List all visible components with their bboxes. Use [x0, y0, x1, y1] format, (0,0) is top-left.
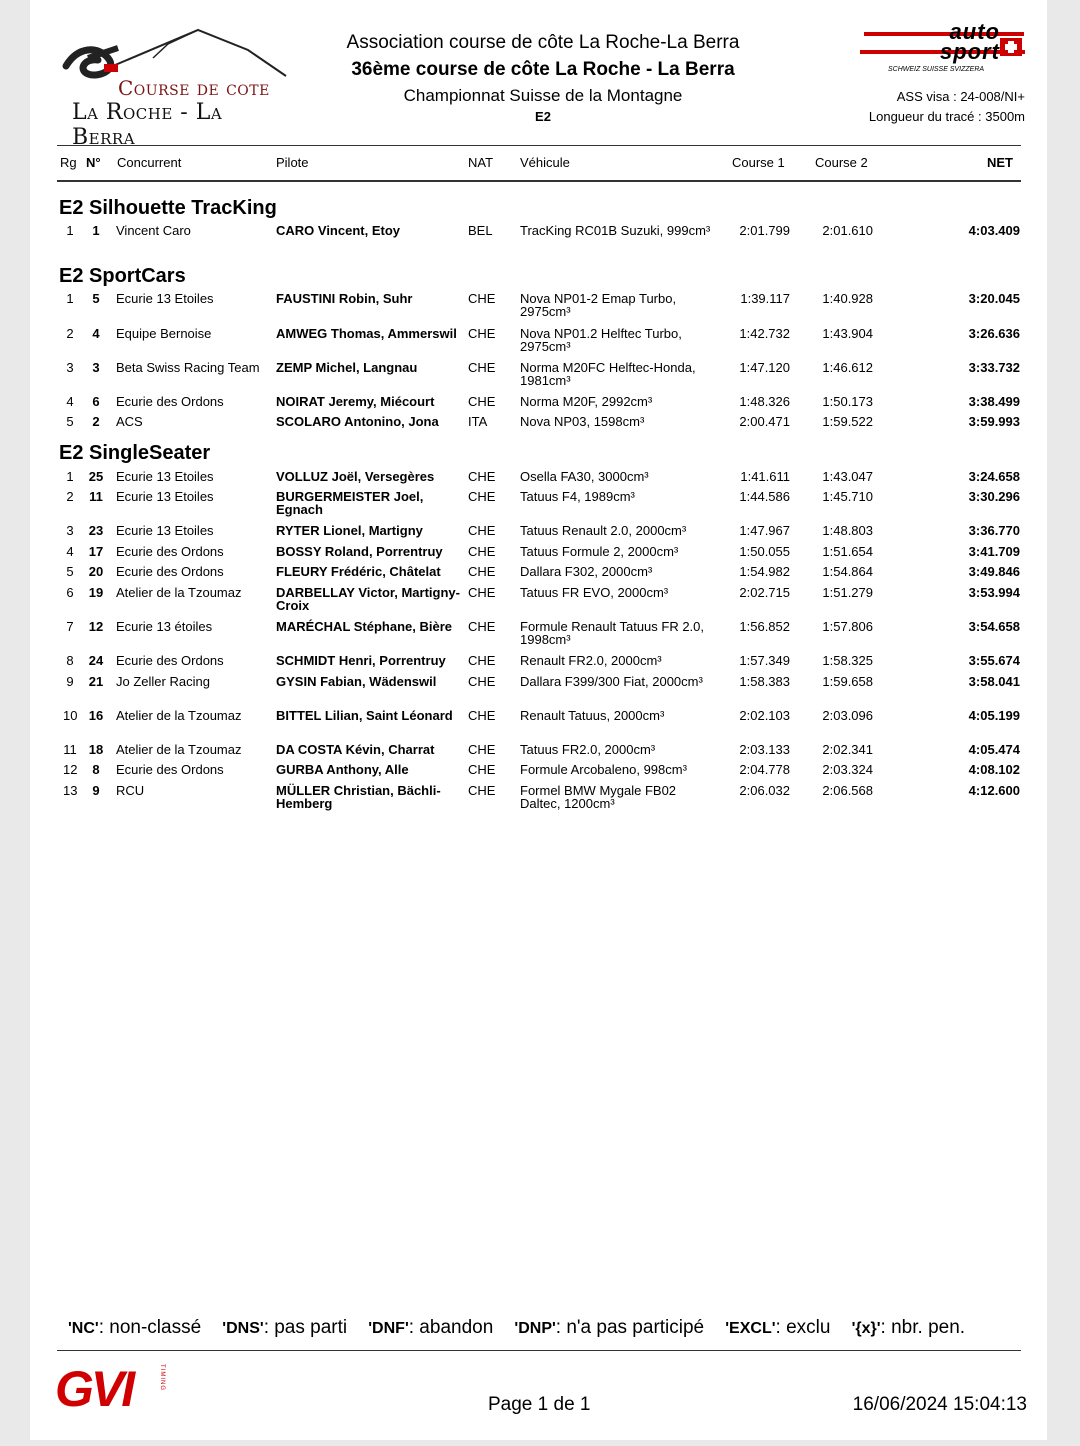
- cell-rg: 9: [66, 674, 74, 689]
- legend-item: 'NC': non-classé: [68, 1317, 202, 1338]
- cell-net: 3:30.296: [968, 489, 1020, 504]
- cell-vehicule: Norma M20FC Helftec-Honda, 1981cm³: [520, 360, 696, 388]
- cell-nat: CHE: [468, 653, 496, 668]
- cell-net: 3:55.674: [968, 653, 1020, 668]
- cell-net: 3:24.658: [968, 469, 1020, 484]
- cell-no: 3: [92, 360, 100, 375]
- cell-rg: 11: [63, 742, 77, 757]
- cell-rg: 1: [66, 223, 74, 238]
- group-title: E2 SingleSeater: [59, 442, 211, 464]
- cell-course1: 1:56.852: [739, 619, 790, 634]
- cell-rg: 2: [66, 326, 74, 341]
- cell-pilote: NOIRAT Jeremy, Miécourt: [276, 394, 435, 409]
- cell-pilote: RYTER Lionel, Martigny: [276, 523, 423, 538]
- legend-item: 'EXCL': exclu: [725, 1317, 831, 1338]
- cell-concurrent: Beta Swiss Racing Team: [116, 360, 260, 375]
- cell-nat: CHE: [468, 762, 496, 777]
- logo-line-2: La Roche - La Berra: [72, 100, 223, 150]
- cell-vehicule: Formule Renault Tatuus FR 2.0, 1998cm³: [520, 619, 705, 647]
- ass-visa: ASS visa : 24-008/NI+: [896, 89, 1025, 104]
- cell-rg: 4: [66, 394, 74, 409]
- cell-concurrent: ACS: [116, 414, 143, 429]
- cell-course2: 1:57.806: [822, 619, 873, 634]
- cell-no: 1: [92, 223, 100, 238]
- cell-vehicule: Tatuus FR EVO, 2000cm³: [520, 585, 669, 600]
- cell-vehicule: Dallara F302, 2000cm³: [520, 564, 653, 579]
- cell-concurrent: Ecurie des Ordons: [116, 544, 224, 559]
- cell-concurrent: Ecurie 13 Etoiles: [116, 291, 214, 306]
- cell-course2: 1:58.325: [822, 653, 873, 668]
- cell-vehicule: Formule Arcobaleno, 998cm³: [520, 762, 687, 777]
- cell-rg: 2: [66, 489, 74, 504]
- group-title: E2 SportCars: [59, 265, 186, 287]
- cell-rg: 1: [66, 291, 74, 306]
- cell-no: 2: [92, 414, 100, 429]
- cell-concurrent: Atelier de la Tzoumaz: [116, 742, 242, 757]
- cell-concurrent: Ecurie 13 Etoiles: [116, 469, 214, 484]
- cell-rg: 4: [66, 544, 74, 559]
- cell-concurrent: RCU: [116, 783, 145, 798]
- cell-no: 16: [88, 708, 104, 723]
- col-no: N°: [86, 155, 101, 170]
- cell-course2: 1:46.612: [822, 360, 873, 375]
- cell-course2: 1:40.928: [822, 291, 873, 306]
- cell-course2: 1:43.904: [822, 326, 873, 341]
- cell-concurrent: Atelier de la Tzoumaz: [116, 585, 242, 600]
- cell-rg: 5: [66, 564, 74, 579]
- cell-net: 3:38.499: [968, 394, 1020, 409]
- cell-net: 3:58.041: [968, 674, 1020, 689]
- cell-pilote: DARBELLAY Victor, Martigny-Croix: [276, 585, 460, 613]
- cell-course1: 2:02.715: [739, 585, 790, 600]
- cell-net: 3:53.994: [968, 585, 1020, 600]
- page-number: Page 1 de 1: [488, 1394, 591, 1415]
- cell-nat: CHE: [468, 360, 496, 375]
- cell-concurrent: Ecurie 13 étoiles: [116, 619, 213, 634]
- cell-rg: 3: [66, 360, 74, 375]
- cell-course2: 1:43.047: [822, 469, 873, 484]
- cell-vehicule: Tatuus Formule 2, 2000cm³: [520, 544, 679, 559]
- legend-item: '{x}': nbr. pen.: [851, 1317, 966, 1338]
- cell-concurrent: Equipe Bernoise: [116, 326, 212, 341]
- cell-course1: 1:44.586: [739, 489, 790, 504]
- cell-nat: CHE: [468, 708, 496, 723]
- cell-course2: 1:48.803: [822, 523, 873, 538]
- cell-nat: CHE: [468, 469, 496, 484]
- auto-sport-subtitle: SCHWEIZ SUISSE SVIZZERA: [888, 66, 985, 73]
- cell-course2: 2:01.610: [822, 223, 873, 238]
- cell-no: 9: [92, 783, 100, 798]
- cell-course1: 1:57.349: [739, 653, 790, 668]
- cell-no: 25: [88, 469, 104, 484]
- col-concurrent: Concurrent: [117, 155, 182, 170]
- cell-pilote: SCHMIDT Henri, Porrentruy: [276, 653, 446, 668]
- cell-vehicule: TracKing RC01B Suzuki, 999cm³: [520, 223, 711, 238]
- cell-pilote: AMWEG Thomas, Ammerswil: [276, 326, 457, 341]
- cell-pilote: MARÉCHAL Stéphane, Bière: [276, 619, 453, 634]
- cell-no: 4: [92, 326, 100, 341]
- cell-course1: 1:54.982: [739, 564, 790, 579]
- cell-vehicule: Tatuus Renault 2.0, 2000cm³: [520, 523, 687, 538]
- cell-vehicule: Renault Tatuus, 2000cm³: [520, 708, 665, 723]
- association-title: Association course de côte La Roche-La Berra: [346, 32, 740, 53]
- cell-nat: CHE: [468, 783, 496, 798]
- cell-course2: 1:54.864: [822, 564, 873, 579]
- gvi-timing-text: TIMING: [159, 1364, 165, 1391]
- track-length: Longueur du tracé : 3500m: [868, 109, 1025, 124]
- cell-vehicule: Dallara F399/300 Fiat, 2000cm³: [520, 674, 703, 689]
- cell-concurrent: Ecurie 13 Etoiles: [116, 489, 214, 504]
- cell-net: 3:54.658: [968, 619, 1020, 634]
- cell-vehicule: Osella FA30, 3000cm³: [520, 469, 649, 484]
- auto-sport-title: auto sport: [940, 19, 1000, 64]
- cell-pilote: DA COSTA Kévin, Charrat: [276, 742, 435, 757]
- cell-pilote: FLEURY Frédéric, Châtelat: [276, 564, 441, 579]
- cell-pilote: CARO Vincent, Etoy: [276, 223, 401, 238]
- gvi-timing-logo: [55, 1362, 165, 1416]
- cell-concurrent: Atelier de la Tzoumaz: [116, 708, 242, 723]
- cell-course1: 2:04.778: [739, 762, 790, 777]
- cell-nat: CHE: [468, 291, 496, 306]
- cell-no: 19: [88, 585, 104, 600]
- cell-nat: CHE: [468, 564, 496, 579]
- cell-pilote: ZEMP Michel, Langnau: [276, 360, 418, 375]
- cell-course2: 1:50.173: [822, 394, 873, 409]
- col-course1: Course 1: [732, 155, 785, 170]
- cell-net: 3:59.993: [968, 414, 1020, 429]
- logo-line-1: Course de cote: [118, 76, 270, 100]
- cell-vehicule: Renault FR2.0, 2000cm³: [520, 653, 662, 668]
- col-pilote: Pilote: [276, 155, 309, 170]
- cell-pilote: FAUSTINI Robin, Suhr: [276, 291, 413, 306]
- cell-concurrent: Ecurie des Ordons: [116, 653, 224, 668]
- cell-concurrent: Vincent Caro: [116, 223, 191, 238]
- cell-course1: 2:06.032: [739, 783, 790, 798]
- cell-vehicule: Tatuus FR2.0, 2000cm³: [520, 742, 656, 757]
- cell-vehicule: Nova NP03, 1598cm³: [520, 414, 645, 429]
- cell-pilote: SCOLARO Antonino, Jona: [276, 414, 439, 429]
- cell-nat: CHE: [468, 674, 496, 689]
- cell-no: 8: [92, 762, 100, 777]
- cell-concurrent: Ecurie des Ordons: [116, 564, 224, 579]
- cell-no: 23: [88, 523, 104, 538]
- cell-course2: 2:03.096: [822, 708, 873, 723]
- auto-sport-logo: [850, 20, 1035, 80]
- print-timestamp: 16/06/2024 15:04:13: [852, 1394, 1027, 1415]
- legend-item: 'DNP': n'a pas participé: [514, 1317, 705, 1338]
- cell-no: 11: [89, 489, 103, 504]
- cell-net: 3:33.732: [968, 360, 1020, 375]
- cell-pilote: BOSSY Roland, Porrentruy: [276, 544, 443, 559]
- cell-concurrent: Ecurie des Ordons: [116, 762, 224, 777]
- cell-concurrent: Ecurie 13 Etoiles: [116, 523, 214, 538]
- cell-rg: 13: [63, 783, 78, 798]
- cell-pilote: GURBA Anthony, Alle: [276, 762, 409, 777]
- cell-course1: 2:03.133: [739, 742, 790, 757]
- cell-rg: 1: [66, 469, 74, 484]
- cell-nat: CHE: [468, 742, 496, 757]
- cell-nat: CHE: [468, 523, 496, 538]
- col-rg: Rg: [60, 155, 77, 170]
- col-nat: NAT: [468, 155, 494, 170]
- cell-vehicule: Norma M20F, 2992cm³: [520, 394, 653, 409]
- cell-course2: 2:02.341: [822, 742, 873, 757]
- cell-course2: 1:51.279: [822, 585, 873, 600]
- cell-course2: 1:45.710: [822, 489, 873, 504]
- cell-net: 3:36.770: [968, 523, 1020, 538]
- cell-pilote: MÜLLER Christian, Bächli-Hemberg: [276, 783, 441, 811]
- cell-course2: 1:59.522: [822, 414, 873, 429]
- cell-concurrent: Jo Zeller Racing: [116, 674, 210, 689]
- cell-course1: 1:41.611: [740, 469, 790, 484]
- cell-no: 17: [88, 544, 104, 559]
- cell-no: 24: [88, 653, 104, 668]
- gvi-logo-text: GVI: [55, 1361, 133, 1417]
- cell-net: 4:12.600: [968, 783, 1020, 798]
- cell-nat: BEL: [468, 223, 493, 238]
- cell-pilote: VOLLUZ Joël, Versegères: [276, 469, 435, 484]
- cell-no: 6: [92, 394, 100, 409]
- cell-course1: 1:50.055: [739, 544, 790, 559]
- cell-course2: 1:59.658: [822, 674, 873, 689]
- cell-nat: CHE: [468, 394, 496, 409]
- cell-rg: 6: [66, 585, 74, 600]
- cell-rg: 3: [66, 523, 74, 538]
- cell-no: 21: [88, 674, 104, 689]
- cell-pilote: BITTEL Lilian, Saint Léonard: [276, 708, 453, 723]
- cell-rg: 8: [66, 653, 74, 668]
- cell-rg: 12: [63, 762, 78, 777]
- cell-concurrent: Ecurie des Ordons: [116, 394, 224, 409]
- event-title: 36ème course de côte La Roche - La Berra: [351, 59, 735, 80]
- cell-vehicule: Nova NP01-2 Emap Turbo, 2975cm³: [520, 291, 677, 319]
- legend: [68, 1317, 965, 1339]
- cell-net: 4:08.102: [968, 762, 1020, 777]
- cell-no: 5: [92, 291, 100, 306]
- cell-no: 20: [88, 564, 104, 579]
- cell-course2: 2:03.324: [822, 762, 873, 777]
- legend-item: 'DNS': pas parti: [222, 1317, 348, 1338]
- cell-vehicule: Nova NP01.2 Helftec Turbo, 2975cm³: [520, 326, 682, 354]
- cell-course1: 2:02.103: [739, 708, 790, 723]
- cell-course1: 1:47.967: [739, 523, 790, 538]
- cell-course1: 2:00.471: [739, 414, 790, 429]
- cell-net: 4:05.474: [968, 742, 1020, 757]
- category-label: E2: [535, 109, 551, 124]
- cell-rg: 7: [66, 619, 74, 634]
- results-page: [30, 0, 1047, 1440]
- col-net: NET: [987, 155, 1013, 170]
- cell-course1: 1:58.383: [739, 674, 790, 689]
- cell-net: 3:41.709: [968, 544, 1020, 559]
- cell-nat: CHE: [468, 619, 496, 634]
- cell-course1: 2:01.799: [739, 223, 790, 238]
- cell-course1: 1:47.120: [739, 360, 790, 375]
- group-title: E2 Silhouette TracKing: [59, 197, 277, 219]
- cell-nat: CHE: [468, 585, 496, 600]
- cell-vehicule: Formel BMW Mygale FB02 Daltec, 1200cm³: [520, 783, 677, 811]
- cell-rg: 10: [63, 708, 78, 723]
- table-header: [57, 145, 1021, 182]
- cell-nat: CHE: [468, 326, 496, 341]
- cell-net: 3:26.636: [968, 326, 1020, 341]
- cell-course2: 2:06.568: [822, 783, 873, 798]
- cell-no: 18: [88, 742, 104, 757]
- cell-pilote: BURGERMEISTER Joel, Egnach: [276, 489, 424, 517]
- cell-nat: CHE: [468, 489, 496, 504]
- cell-course1: 1:48.326: [739, 394, 790, 409]
- cell-nat: CHE: [468, 544, 496, 559]
- championship-title: Championnat Suisse de la Montagne: [403, 86, 683, 105]
- cell-no: 12: [88, 619, 104, 634]
- cell-course2: 1:51.654: [822, 544, 873, 559]
- cell-vehicule: Tatuus F4, 1989cm³: [520, 489, 635, 504]
- cell-net: 3:49.846: [968, 564, 1020, 579]
- cell-course1: 1:39.117: [740, 291, 790, 306]
- cell-pilote: GYSIN Fabian, Wädenswil: [276, 674, 437, 689]
- cell-nat: ITA: [468, 414, 488, 429]
- cell-net: 3:20.045: [968, 291, 1020, 306]
- col-vehicule: Véhicule: [520, 155, 570, 170]
- col-course2: Course 2: [815, 155, 868, 170]
- cell-rg: 5: [66, 414, 74, 429]
- footer-divider: [57, 1350, 1021, 1351]
- cell-net: 4:03.409: [968, 223, 1020, 238]
- cell-net: 4:05.199: [968, 708, 1020, 723]
- cell-course1: 1:42.732: [739, 326, 790, 341]
- legend-item: 'DNF': abandon: [368, 1317, 494, 1338]
